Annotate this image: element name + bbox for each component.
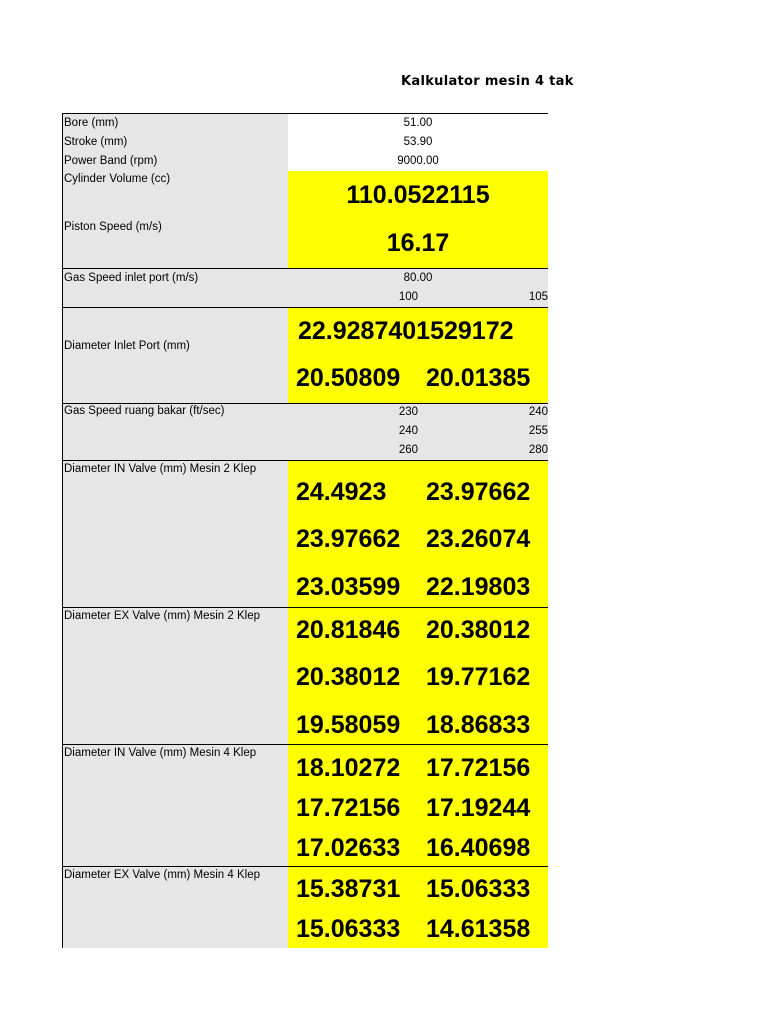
gas-speed-inlet-a[interactable]: 100 <box>288 288 418 307</box>
in-valve-4-r3-a: 17.02633 <box>296 834 401 862</box>
piston-speed-value: 16.17 <box>288 219 548 268</box>
gas-speed-ruang-label: Gas Speed ruang bakar (ft/sec) <box>62 403 288 460</box>
ex-valve-4-r2-a: 15.06333 <box>296 915 401 943</box>
divider <box>62 307 548 308</box>
cylinder-volume-label: Cylinder Volume (cc) <box>62 171 288 219</box>
diameter-inlet-b-value: 20.01385 <box>418 356 548 403</box>
in-valve-2-r1-a: 24.4923 <box>296 478 387 506</box>
power-band-value[interactable]: 9000.00 <box>397 155 439 167</box>
stroke-value[interactable]: 53.90 <box>403 136 433 148</box>
in-valve-4-klep-label: Diameter IN Valve (mm) Mesin 4 Klep <box>62 745 288 866</box>
stroke-label: Stroke (mm) <box>62 133 288 152</box>
ex-valve-2-r1-b: 20.38012 <box>426 616 531 644</box>
ex-valve-2-r2-a: 20.38012 <box>296 663 401 691</box>
in-valve-4-r2-a: 17.72156 <box>296 794 401 822</box>
divider <box>62 866 548 867</box>
gas-ruang-r3-b[interactable]: 280 <box>528 444 548 456</box>
in-valve-2-r1-b: 23.97662 <box>426 478 531 506</box>
bore-value[interactable]: 51.00 <box>403 117 433 129</box>
ex-valve-2-klep-label: Diameter EX Valve (mm) Mesin 2 Klep <box>62 608 288 744</box>
divider <box>62 113 63 948</box>
bore-label: Bore (mm) <box>62 114 288 133</box>
gas-ruang-r1-a[interactable]: 230 <box>398 406 418 418</box>
ex-valve-4-r1-a: 15.38731 <box>296 875 401 903</box>
in-valve-2-klep-label: Diameter IN Valve (mm) Mesin 2 Klep <box>62 461 288 607</box>
in-valve-2-r3-b: 22.19803 <box>426 573 531 601</box>
in-valve-4-r3-b: 16.40698 <box>426 834 531 862</box>
gas-ruang-r3-a[interactable]: 260 <box>398 444 418 456</box>
diameter-inlet-a-value: 20.50809 <box>288 356 418 403</box>
ex-valve-4-r1-b: 15.06333 <box>426 875 531 903</box>
in-valve-2-r2-a: 23.97662 <box>296 525 401 553</box>
diameter-inlet-port-label: Diameter Inlet Port (mm) <box>62 308 288 403</box>
divider <box>62 403 548 404</box>
gas-ruang-r2-a[interactable]: 240 <box>398 425 418 437</box>
divider <box>62 113 548 114</box>
gas-speed-inlet-b[interactable]: 105 <box>418 288 548 307</box>
divider <box>62 744 548 745</box>
in-valve-2-r3-a: 23.03599 <box>296 573 401 601</box>
in-valve-4-r1-b: 17.72156 <box>426 754 531 782</box>
ex-valve-2-r2-b: 19.77162 <box>426 663 531 691</box>
ex-valve-4-klep-label: Diameter EX Valve (mm) Mesin 4 Klep <box>62 867 288 948</box>
gas-ruang-r2-b[interactable]: 255 <box>528 425 548 437</box>
in-valve-2-r2-b: 23.26074 <box>426 525 531 553</box>
ex-valve-2-r1-a: 20.81846 <box>296 616 401 644</box>
piston-speed-label: Piston Speed (m/s) <box>62 219 288 268</box>
ex-valve-2-r3-b: 18.86833 <box>426 711 531 739</box>
gas-speed-inlet-value[interactable]: 80.00 <box>288 269 548 288</box>
ex-valve-2-r3-a: 19.58059 <box>296 711 401 739</box>
gas-speed-inlet-label: Gas Speed inlet port (m/s) <box>62 269 288 307</box>
diameter-inlet-main-value: 22.9287401529172 <box>288 308 548 356</box>
gas-ruang-r1-b[interactable]: 240 <box>528 406 548 418</box>
page-title: Kalkulator mesin 4 tak <box>401 74 574 89</box>
divider <box>62 268 548 269</box>
ex-valve-4-r2-b: 14.61358 <box>426 915 531 943</box>
in-valve-4-r2-b: 17.19244 <box>426 794 531 822</box>
cylinder-volume-value: 110.0522115 <box>288 171 548 219</box>
in-valve-4-r1-a: 18.10272 <box>296 754 401 782</box>
divider <box>62 607 548 608</box>
power-band-label: Power Band (rpm) <box>62 152 288 171</box>
divider <box>62 460 548 461</box>
